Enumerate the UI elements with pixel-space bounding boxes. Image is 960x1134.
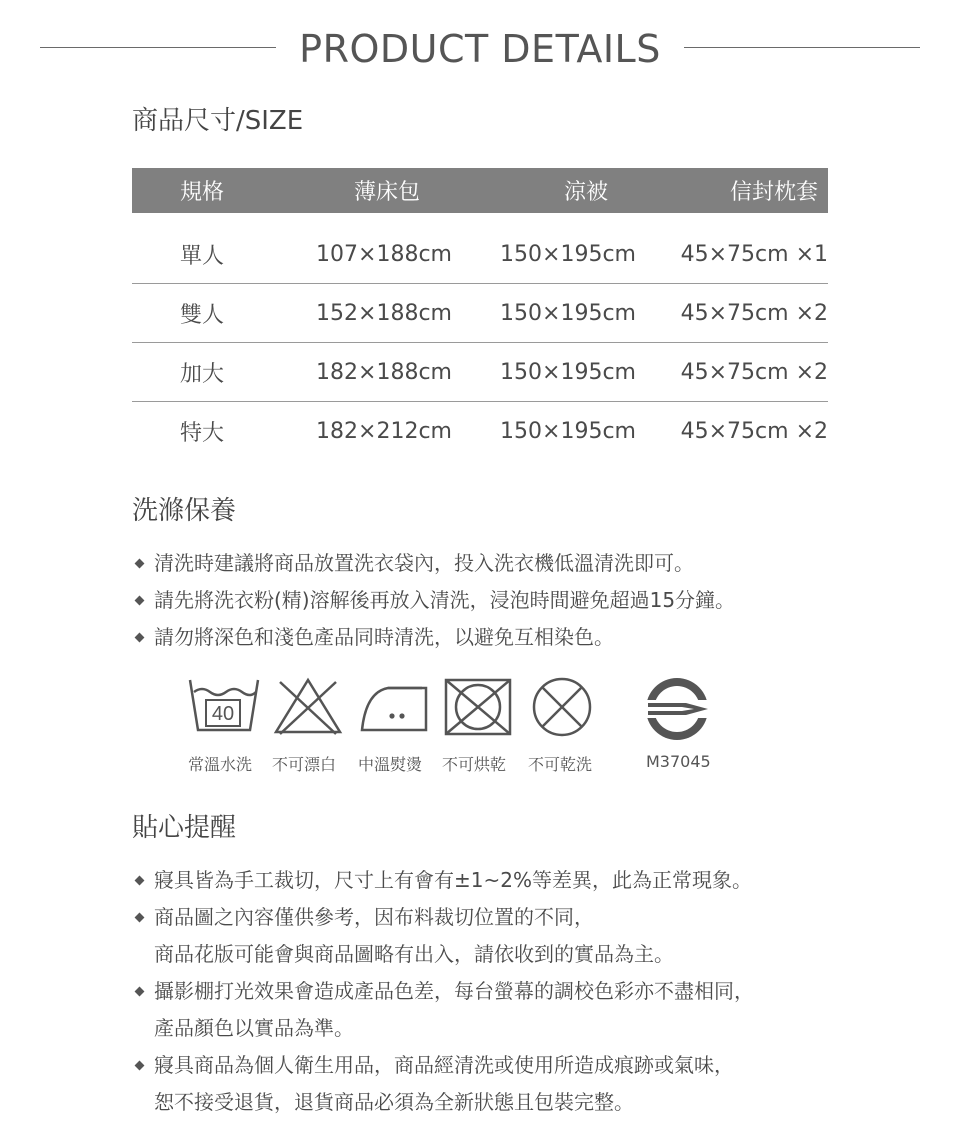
table-row: [132, 225, 828, 284]
wash-40-icon: [188, 676, 260, 740]
page-header: [0, 22, 960, 78]
diamond-bullet-icon: [135, 987, 145, 997]
no-tumble-dry-label: 不可烘乾: [442, 755, 507, 774]
list-item: [132, 545, 852, 582]
care-icons: [186, 676, 726, 776]
summer-quilt-cell: 150×195cm: [500, 241, 636, 267]
column-header-pillowcase: 信封枕套: [729, 180, 818, 205]
column-header-fitted-sheet: 薄床包: [353, 180, 420, 205]
diamond-bullet-icon: [135, 596, 145, 606]
wash-40-label: 常溫水洗: [188, 755, 253, 774]
list-item: [132, 862, 852, 899]
column-header-summer-quilt: 涼被: [563, 180, 608, 205]
spec-cell: 特大: [179, 420, 224, 446]
table-row: [132, 343, 828, 402]
no-tumble-dry-icon: [442, 676, 514, 742]
wash-temp-text: 40: [211, 703, 235, 725]
size-table-header: [132, 168, 828, 213]
note-text: 寢具商品為個人衛生用品，商品經清洗或使用所造成痕跡或氣味，: [154, 1053, 734, 1077]
list-item: [132, 899, 852, 973]
bsmi-mark-label: M37045: [646, 752, 711, 771]
summer-quilt-cell: 150×195cm: [500, 418, 636, 444]
list-item: [132, 619, 852, 656]
summer-quilt-cell: 150×195cm: [500, 300, 636, 326]
table-row: [132, 402, 828, 460]
fitted-sheet-cell: 152×188cm: [316, 300, 452, 326]
note-text: 商品圖之內容僅供參考，因布料裁切位置的不同，: [154, 905, 594, 929]
care-text: 請先將洗衣粉(精)溶解後再放入清洗，浸泡時間避免超過15分鐘。: [154, 588, 736, 612]
spec-cell: 單人: [179, 243, 224, 269]
spec-cell: 雙人: [179, 302, 224, 328]
notes-section-title: 貼心提醒: [132, 813, 237, 843]
diamond-bullet-icon: [135, 876, 145, 886]
page-title: PRODUCT DETAILS: [299, 27, 661, 71]
size-section-title: 商品尺寸/SIZE: [132, 106, 304, 136]
diamond-bullet-icon: [135, 913, 145, 923]
fitted-sheet-cell: 182×212cm: [316, 418, 452, 444]
column-header-spec: 規格: [179, 180, 224, 205]
note-text: 寢具皆為手工裁切，尺寸上有會有±1~2%等差異，此為正常現象。: [154, 868, 752, 892]
table-row: [132, 284, 828, 343]
notes-list: [132, 862, 852, 1121]
bsmi-mark-icon: [642, 676, 712, 746]
fitted-sheet-cell: 107×188cm: [316, 241, 452, 267]
diamond-bullet-icon: [135, 559, 145, 569]
note-text-continued: 產品顏色以實品為準。: [154, 1016, 354, 1040]
no-dry-clean-label: 不可乾洗: [528, 755, 593, 774]
pillowcase-cell: 45×75cm ×2: [680, 300, 828, 326]
pillowcase-cell: 45×75cm ×2: [680, 418, 828, 444]
fitted-sheet-cell: 182×188cm: [316, 359, 452, 385]
iron-medium-icon: [358, 676, 430, 740]
no-bleach-icon: [272, 676, 344, 740]
summer-quilt-cell: 150×195cm: [500, 359, 636, 385]
care-list: [132, 545, 852, 656]
pillowcase-cell: 45×75cm ×2: [680, 359, 828, 385]
note-text: 攝影棚打光效果會造成產品色差，每台螢幕的調校色彩亦不盡相同，: [154, 979, 754, 1003]
header-divider-right: [684, 47, 920, 48]
note-text-continued: 商品花版可能會與商品圖略有出入，請依收到的實品為主。: [154, 942, 674, 966]
no-dry-clean-icon: [528, 676, 596, 742]
diamond-bullet-icon: [135, 1061, 145, 1071]
spec-cell: 加大: [179, 361, 224, 387]
list-item: [132, 1047, 852, 1121]
list-item: [132, 582, 852, 619]
iron-medium-label: 中溫熨燙: [358, 755, 423, 774]
note-text-continued: 恕不接受退貨，退貨商品必須為全新狀態且包裝完整。: [154, 1090, 634, 1114]
pillowcase-cell: 45×75cm ×1: [680, 241, 828, 267]
list-item: [132, 973, 852, 1047]
care-section-title: 洗滌保養: [132, 496, 237, 526]
care-text: 清洗時建議將商品放置洗衣袋內，投入洗衣機低溫清洗即可。: [154, 551, 694, 575]
size-table: [132, 168, 828, 460]
diamond-bullet-icon: [135, 633, 145, 643]
care-text: 請勿將深色和淺色產品同時清洗，以避免互相染色。: [154, 625, 614, 649]
no-bleach-label: 不可漂白: [272, 755, 337, 774]
